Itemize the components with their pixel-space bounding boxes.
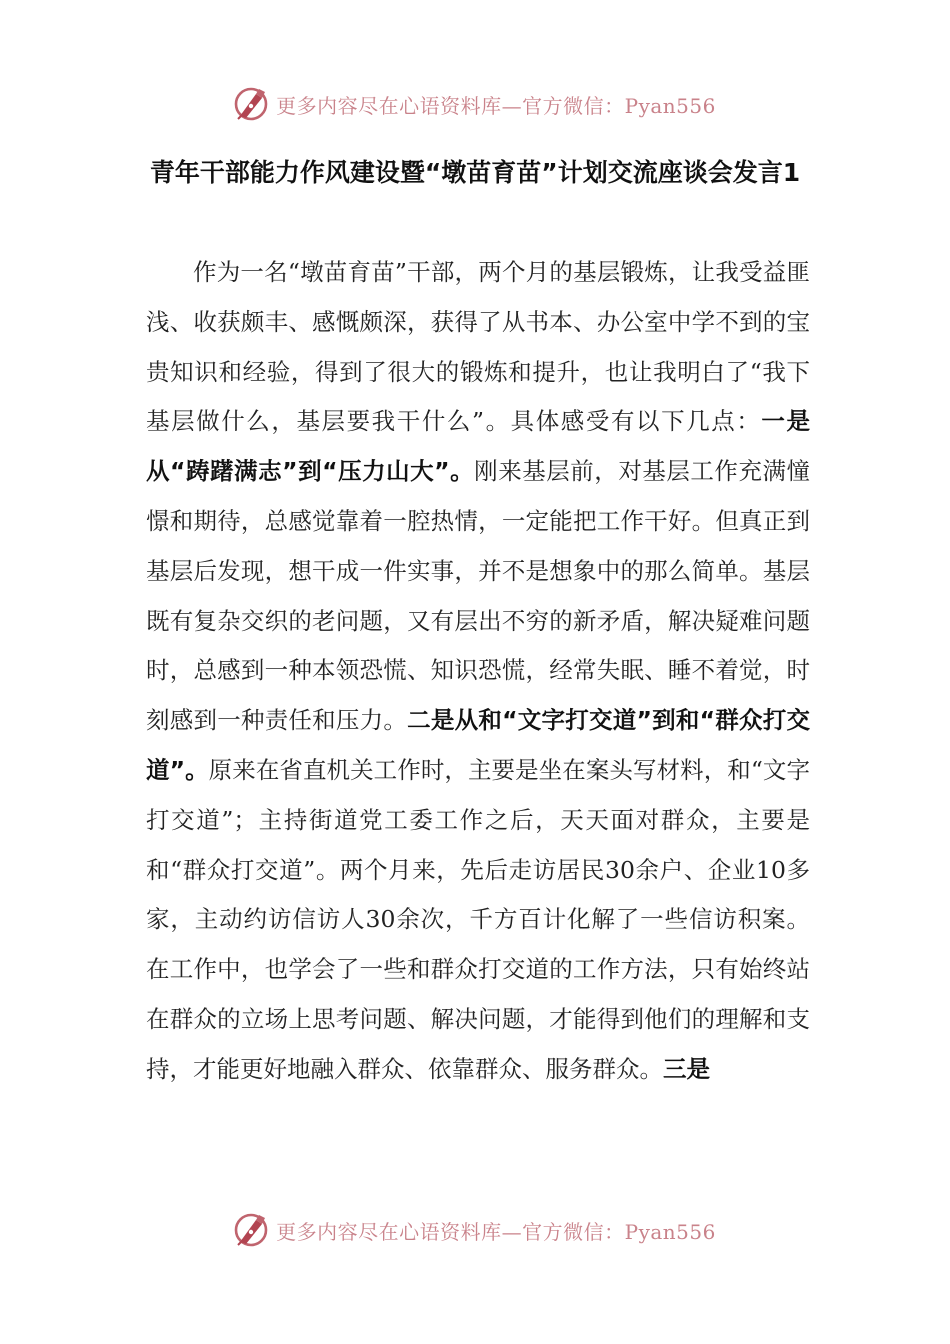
footer-watermark-text: 更多内容尽在心语资料库—官方微信：Pyan556 bbox=[276, 1219, 716, 1244]
document-body bbox=[146, 248, 810, 1095]
pen-nib-logo-icon bbox=[234, 1212, 270, 1248]
body-text-run: 刚来基层前，对基层工作充满憧憬和期待，总感觉靠着一腔热情，一定能把工作干好。但真正到基层后发现，想干成一件实事，并不是想象中的那么简单。基层既有复杂交织的老问题，又有层出不穷的新矛盾，解决疑难问题时，总感到一种本领恐慌、知识恐慌，经常失眠、睡不着觉，时刻感到一种责任和压力。 bbox=[146, 457, 811, 735]
header-watermark bbox=[0, 82, 950, 126]
body-text-run: 作为一名“墩苗育苗”干部，两个月的基层锻炼，让我受益匪浅、收获颇丰、感慨颇深，获得了从书本、办公室中学不到的宝贵知识和经验，得到了很大的锻炼和提升，也让我明白了“我下基层做什么，基层要我干什么”。具体感受有以下几点： bbox=[146, 258, 810, 436]
body-bold-heading-2: 二是从和“文字打交道”到和“群众打交道”。 bbox=[146, 706, 811, 784]
pen-nib-logo-icon bbox=[234, 86, 270, 122]
body-text-run: 原来在省直机关工作时，主要是坐在案头写材料，和“文字打交道”；主持街道党工委工作之后，天天面对群众，主要是和“群众打交道”。两个月来，先后走访居民30余户、企业10多家，主动约访信访人30余次，千方百计化解了一些信访积案。在工作中，也学会了一些和群众打交道的工作方法，只有始终站在群众的立场上思考问题、解决问题，才能得到他们的理解和支持，才能更好地融入群众、依靠群众、服务群众。 bbox=[146, 755, 810, 1083]
footer-watermark bbox=[0, 1208, 950, 1252]
header-watermark-text: 更多内容尽在心语资料库—官方微信：Pyan556 bbox=[276, 93, 716, 118]
document-title: 青年干部能力作风建设暨“墩苗育苗”计划交流座谈会发言1 bbox=[149, 158, 801, 187]
body-bold-heading-3: 三是 bbox=[663, 1054, 710, 1083]
body-bold-heading-1: 一是从“踌躇满志”到“压力山大”。 bbox=[146, 407, 810, 486]
